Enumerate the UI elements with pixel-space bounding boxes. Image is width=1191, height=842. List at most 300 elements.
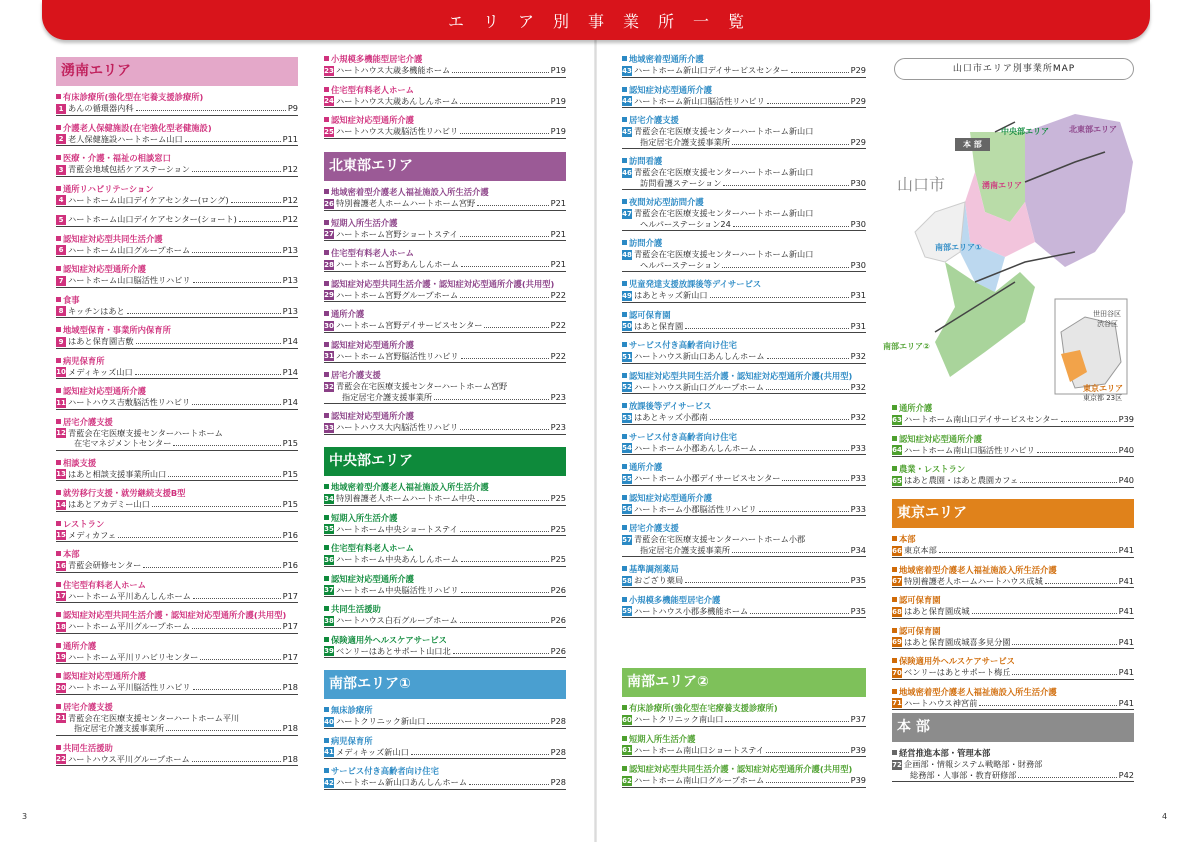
facility-name: ハートホーム南山口グループホーム <box>634 775 765 785</box>
facility-text <box>336 126 566 137</box>
page-reference: P17 <box>282 621 298 631</box>
facility-number-badge: 53 <box>622 413 632 422</box>
facility-name: ハートホーム新山口脳活性リハビリ <box>634 95 765 106</box>
facility-text <box>634 208 866 229</box>
facility-number-badge: 33 <box>324 423 334 432</box>
page-reference: P33 <box>850 503 866 514</box>
category-text: 認知症対応型通所介護 <box>331 573 414 584</box>
facility-number-badge: 51 <box>622 352 632 361</box>
category-square-icon <box>622 373 627 378</box>
category-text: 居宅介護支援 <box>63 416 113 427</box>
page-reference: P37 <box>850 714 866 724</box>
facility-name-line <box>634 290 866 301</box>
facility-name-line <box>634 96 866 107</box>
leader-dots <box>1037 446 1117 453</box>
page-reference: P41 <box>1118 545 1134 555</box>
page-reference: P28 <box>550 746 566 757</box>
leader-dots <box>461 586 549 593</box>
map-label-nanbu1: 南部エリア① <box>935 243 982 252</box>
facility-name-line <box>634 443 866 454</box>
category-text: 認知症対応型通所介護 <box>331 339 414 350</box>
facility-name: 青藍会在宅医療支援センターハートホーム新山口 <box>634 126 814 136</box>
facility-entry <box>56 530 298 543</box>
facility-name-line <box>336 524 566 535</box>
facility-name: 総務部・人事部・教育研修部 <box>910 769 1017 780</box>
facility-name-line <box>634 606 866 617</box>
category-label <box>324 218 566 229</box>
facility-entry <box>56 164 298 177</box>
facility-entry <box>56 499 298 512</box>
category-label <box>56 295 298 306</box>
facility-text <box>634 290 866 301</box>
leader-dots <box>460 97 548 104</box>
category-text: 農業・レストラン <box>899 464 966 474</box>
page-reference: P41 <box>1118 697 1134 708</box>
leader-dots <box>732 138 849 145</box>
facility-name-line <box>904 545 1134 556</box>
category-square-icon <box>324 637 329 642</box>
category-square-icon <box>324 738 329 743</box>
facility-name: ハートホーム小郡あんしんホーム <box>634 442 757 453</box>
facility-number-badge: 26 <box>324 199 334 208</box>
category-label <box>324 604 566 615</box>
facility-number-badge: 61 <box>622 746 632 754</box>
facility-text <box>68 397 298 408</box>
category-text: 地域密着型介護老人福祉施設入所生活介護 <box>331 482 489 492</box>
facility-name: 指定居宅介護支援事業所 <box>640 136 731 147</box>
category-label <box>622 764 866 775</box>
facility-number-badge: 23 <box>324 66 334 75</box>
facility-name-line <box>68 134 298 145</box>
facility-text <box>634 412 866 423</box>
leader-dots <box>733 220 849 227</box>
facility-name: 東京本部 <box>904 545 937 555</box>
facility-number-badge: 32 <box>324 382 334 391</box>
category-label <box>892 748 1134 759</box>
leader-dots <box>192 165 281 172</box>
category-square-icon <box>324 484 329 489</box>
category-square-icon <box>56 186 61 191</box>
category-label <box>622 432 866 443</box>
category-square-icon <box>56 236 61 241</box>
facility-name: キッチンはあと <box>68 305 125 316</box>
page-reference: P16 <box>282 560 298 570</box>
facility-name: ベンリーはあとサポート山口北 <box>336 645 451 656</box>
facility-name-line <box>68 713 298 724</box>
facility-number-badge: 48 <box>622 250 632 259</box>
category-label <box>892 434 1134 445</box>
category-square-icon <box>324 372 329 377</box>
category-label <box>56 325 298 336</box>
category-square-icon <box>892 436 897 441</box>
facility-entry <box>622 534 866 557</box>
category-square-icon <box>622 597 627 602</box>
facility-name-line <box>634 178 866 189</box>
leader-dots <box>1012 638 1116 645</box>
category-square-icon <box>56 745 61 750</box>
facility-number-badge: 39 <box>324 647 334 655</box>
facility-name: はあとキッズ新山口 <box>634 290 708 300</box>
facility-name-line <box>904 770 1134 781</box>
facility-name: 指定居宅介護支援事業所 <box>74 723 165 733</box>
facility-name: はあと保育園成城 <box>904 606 970 616</box>
category-text: 認知症対応型通所介護 <box>331 411 414 421</box>
facility-name-line <box>634 208 866 219</box>
category-label <box>56 234 298 245</box>
facility-number-badge: 59 <box>622 607 632 615</box>
category-label <box>892 626 1134 637</box>
leader-dots <box>469 778 549 785</box>
facility-name: ハートホーム中央あんしんホーム <box>336 554 459 564</box>
facility-name-line <box>336 96 566 107</box>
category-square-icon <box>324 768 329 773</box>
facility-entry <box>892 414 1134 427</box>
facility-name-line <box>68 195 298 206</box>
map-label-tokyo: 東京エリア <box>1083 384 1123 393</box>
facility-entry <box>622 321 866 334</box>
leader-dots <box>1020 476 1116 483</box>
facility-entry <box>56 367 298 380</box>
category-square-icon <box>56 327 61 332</box>
facility-name-line <box>336 646 566 657</box>
page-reference: P15 <box>282 468 298 479</box>
page-reference: P14 <box>282 366 298 377</box>
facility-name: おござり薬局 <box>634 575 684 585</box>
facility-number-badge: 64 <box>892 446 902 454</box>
facility-name-line <box>68 591 298 602</box>
facility-number-badge: 57 <box>622 535 632 544</box>
facility-name-line <box>634 714 866 725</box>
page-reference: P15 <box>282 499 298 509</box>
leader-dots <box>782 474 848 481</box>
category-text: 地域密着型介護老人福祉施設入所生活介護 <box>331 187 489 197</box>
page-reference: P21 <box>550 259 566 269</box>
facility-entry <box>324 259 566 272</box>
category-text: 本部 <box>899 534 916 544</box>
facility-entry <box>56 397 298 410</box>
facility-number-badge: 63 <box>892 415 902 424</box>
category-text: 認知症対応型通所介護 <box>629 492 712 503</box>
column-tokyo <box>892 499 1134 717</box>
page-number-right: 4 <box>1162 812 1168 821</box>
facility-number-badge: 43 <box>622 66 632 75</box>
facility-entry <box>56 754 298 767</box>
map-graphic <box>875 92 1135 404</box>
facility-name-line <box>634 137 866 148</box>
category-square-icon <box>622 87 627 92</box>
facility-text <box>904 475 1134 486</box>
page-reference: P35 <box>850 575 866 585</box>
category-text: 居宅介護支援 <box>331 370 381 380</box>
category-square-icon <box>622 705 627 710</box>
facility-name: ハートホーム中央ショートステイ <box>336 523 458 534</box>
facility-text <box>336 615 566 626</box>
facility-text <box>68 713 298 734</box>
facility-name: 在宅マネジメントセンター <box>74 438 172 448</box>
facility-entry <box>324 381 566 404</box>
category-text: 基準調剤薬局 <box>629 564 679 574</box>
category-square-icon <box>324 515 329 520</box>
page-reference: P14 <box>282 336 298 346</box>
facility-text <box>336 198 566 209</box>
leader-dots <box>710 291 849 298</box>
facility-name-line <box>904 667 1134 678</box>
facility-name: はあと農園・はあと農園カフェ <box>904 475 1019 485</box>
leader-dots <box>136 104 286 111</box>
facility-text <box>336 777 566 788</box>
page-reference: P29 <box>850 95 866 106</box>
category-text: 短期入所生活介護 <box>331 512 398 523</box>
category-label <box>622 54 866 65</box>
category-label <box>622 310 866 321</box>
facility-text <box>336 229 566 240</box>
facility-entry <box>622 65 866 78</box>
category-text: 小規模多機能型居宅介護 <box>629 594 721 605</box>
category-text: 地域密着型介護老人福祉施設入所生活介護 <box>899 686 1057 697</box>
facility-number-badge: 15 <box>56 531 66 539</box>
page-reference: P25 <box>550 554 566 564</box>
page-reference: P26 <box>550 615 566 625</box>
category-label <box>324 340 566 351</box>
leader-dots <box>166 724 281 731</box>
category-square-icon <box>56 266 61 271</box>
category-label <box>56 184 298 195</box>
category-square-icon <box>56 155 61 160</box>
facility-number-badge: 27 <box>324 230 334 238</box>
facility-entry <box>892 698 1134 711</box>
category-square-icon <box>622 434 627 439</box>
facility-name: ハートクリニック南山口 <box>634 714 724 724</box>
leader-dots <box>185 135 281 142</box>
category-square-icon <box>324 87 329 92</box>
category-square-icon <box>622 566 627 571</box>
category-square-icon <box>324 220 329 225</box>
facility-name-line <box>336 585 566 596</box>
facility-name: ハートホーム中央脳活性リハビリ <box>336 584 459 595</box>
facility-name: ハートハウス神宮前 <box>904 697 978 708</box>
facility-number-badge: 54 <box>622 444 632 452</box>
facility-text <box>634 534 866 555</box>
facility-name-line <box>634 65 866 76</box>
facility-entry <box>324 351 566 364</box>
facility-number-badge: 68 <box>892 607 902 616</box>
category-label <box>622 238 866 249</box>
facility-name: 青藍会在宅医療支援センターハートホーム小郡 <box>634 534 806 544</box>
leader-dots <box>460 616 549 623</box>
facility-name-line <box>68 754 298 765</box>
facility-name-line <box>68 306 298 317</box>
facility-name: ハートホーム山口デイケアセンター(ロング) <box>68 194 229 205</box>
facility-number-badge: 6 <box>56 245 66 255</box>
facility-name: 特別養護老人ホームハートハウス成城 <box>904 575 1043 586</box>
page-reference: P35 <box>850 605 866 616</box>
category-text: 住宅型有料老人ホーム <box>331 543 414 553</box>
category-text: 認可保育園 <box>629 309 671 320</box>
page-reference: P22 <box>550 320 566 330</box>
category-label <box>324 248 566 259</box>
facility-name-line <box>634 321 866 332</box>
facility-text <box>336 320 566 331</box>
category-square-icon <box>56 643 61 648</box>
leader-dots <box>939 546 1117 553</box>
facility-text <box>336 381 566 402</box>
page-reference: P19 <box>550 65 566 75</box>
category-text: レストラン <box>63 518 105 529</box>
category-label <box>324 736 566 747</box>
leader-dots <box>477 199 548 206</box>
facility-name-line <box>634 412 866 423</box>
category-square-icon <box>622 464 627 469</box>
page-reference: P13 <box>282 275 298 285</box>
category-square-icon <box>892 405 897 410</box>
category-square-icon <box>324 707 329 712</box>
category-label <box>324 574 566 585</box>
page-reference: P41 <box>1118 636 1134 647</box>
facility-name: 青藍会地域包括ケアステーション <box>68 164 190 174</box>
leader-dots <box>173 439 280 446</box>
facility-name-line <box>904 606 1134 617</box>
category-text: 有床診療所(強化型在宅養支援診療所) <box>63 92 204 102</box>
facility-text <box>634 504 866 515</box>
facility-entry <box>324 524 566 537</box>
facility-name-line <box>634 575 866 586</box>
facility-entry <box>892 637 1134 650</box>
facility-number-badge: 30 <box>324 321 334 330</box>
facility-name-line <box>634 545 866 556</box>
leader-dots <box>411 748 549 755</box>
category-square-icon <box>324 342 329 347</box>
facility-number-badge: 14 <box>56 500 66 509</box>
facility-number-badge: 44 <box>622 97 632 105</box>
facility-name-line <box>336 392 566 403</box>
page-reference: P41 <box>1118 575 1134 586</box>
leader-dots <box>759 444 849 451</box>
page-reference: P32 <box>850 381 866 392</box>
category-square-icon <box>622 117 627 122</box>
page-reference: P13 <box>282 305 298 316</box>
category-label <box>324 279 566 290</box>
category-text: 無床診療所 <box>331 705 373 715</box>
facility-name: ハートホーム南山口脳活性リハビリ <box>904 444 1035 455</box>
facility-number-badge: 50 <box>622 322 632 330</box>
facility-number-badge: 67 <box>892 577 902 585</box>
page-reference: P41 <box>1118 667 1134 677</box>
facility-number-badge: 65 <box>892 476 902 485</box>
category-text: 認知症対応型通所介護 <box>63 671 146 681</box>
category-text: 共同生活援助 <box>331 604 381 614</box>
category-text: 通所リハビリテーション <box>63 183 154 194</box>
map-label-konan: 湧南エリア <box>982 181 1022 190</box>
facility-text <box>634 443 866 454</box>
page-reference: P18 <box>282 682 298 692</box>
facility-name-line <box>68 245 298 256</box>
area-heading: 北東部エリア <box>324 152 566 181</box>
facility-name: ハートホーム山口脳活性リハビリ <box>68 275 191 285</box>
category-text: 認知症対応型共同生活介護 <box>63 233 163 244</box>
category-label <box>56 610 298 621</box>
facility-entry <box>892 475 1134 488</box>
facility-number-badge: 4 <box>56 195 66 205</box>
facility-text <box>634 249 866 270</box>
page-reference: P39 <box>850 744 866 755</box>
facility-text <box>904 606 1134 617</box>
category-text: 相談支援 <box>63 457 97 468</box>
category-text: 就労移行支援・就労継続支援B型 <box>63 488 186 498</box>
area-map <box>875 92 1135 404</box>
column-nanbu2-cont <box>892 403 1134 495</box>
leader-dots <box>460 423 548 430</box>
category-label <box>892 534 1134 545</box>
facility-number-badge: 17 <box>56 592 66 600</box>
facility-text <box>336 259 566 270</box>
facility-name-line <box>336 290 566 301</box>
category-square-icon <box>622 525 627 530</box>
facility-name-line <box>336 259 566 270</box>
facility-entry <box>56 195 298 208</box>
facility-name-line <box>634 167 866 178</box>
facility-name: ハートホーム宮野脳活性リハビリ <box>336 350 459 361</box>
facility-name-line <box>336 747 566 758</box>
facility-number-badge: 29 <box>324 291 334 299</box>
category-label <box>892 656 1134 667</box>
facility-entry <box>324 646 566 659</box>
page-reference: P25 <box>550 523 566 534</box>
facility-name-line <box>68 164 298 175</box>
facility-name-line <box>634 351 866 362</box>
page-reference: P34 <box>850 544 866 555</box>
leader-dots <box>710 413 849 420</box>
category-label <box>892 595 1134 606</box>
facility-text <box>634 351 866 362</box>
category-label <box>324 482 566 493</box>
facility-name: ハートハウス小郡多機能ホーム <box>634 605 749 616</box>
facility-name-line <box>68 438 298 449</box>
category-text: 共同生活援助 <box>63 742 113 753</box>
leader-dots <box>461 555 549 562</box>
facility-text <box>68 682 298 693</box>
facility-name: ハートホーム平川脳活性リハビリ <box>68 682 191 692</box>
facility-name-line <box>68 499 298 510</box>
leader-dots <box>766 383 849 390</box>
facility-entry <box>324 585 566 598</box>
category-text: 訪問介護 <box>629 238 663 248</box>
facility-name-line <box>634 249 866 260</box>
category-text: 食事 <box>63 294 80 305</box>
facility-number-badge: 36 <box>324 555 334 564</box>
category-text: 認知症対応型共同生活介護・認知症対応型通所介護(共用型) <box>331 278 555 289</box>
page-reference: P28 <box>550 777 566 787</box>
column-hokutobu <box>324 152 566 442</box>
category-label <box>892 687 1134 698</box>
facility-name-line <box>336 422 566 433</box>
area-heading: 湧南エリア <box>56 57 298 86</box>
facility-name: ハートハウス吉敷脳活性リハビリ <box>68 397 191 407</box>
facility-name: 青藍会在宅医療支援センターハートホーム平川 <box>68 712 240 723</box>
leader-dots <box>685 322 849 329</box>
category-square-icon <box>622 766 627 771</box>
page-reference: P31 <box>850 290 866 300</box>
category-text: 認知症対応型通所介護 <box>63 264 146 274</box>
page-reference: P40 <box>1118 444 1134 455</box>
facility-number-badge: 35 <box>324 525 334 533</box>
category-label <box>622 279 866 290</box>
facility-text <box>336 524 566 535</box>
leader-dots <box>460 230 549 237</box>
category-text: 保険適用外ヘルスケアサービス <box>331 634 447 645</box>
facility-number-badge: 37 <box>324 586 334 594</box>
page-reference: P30 <box>850 177 866 188</box>
category-label <box>56 92 298 103</box>
